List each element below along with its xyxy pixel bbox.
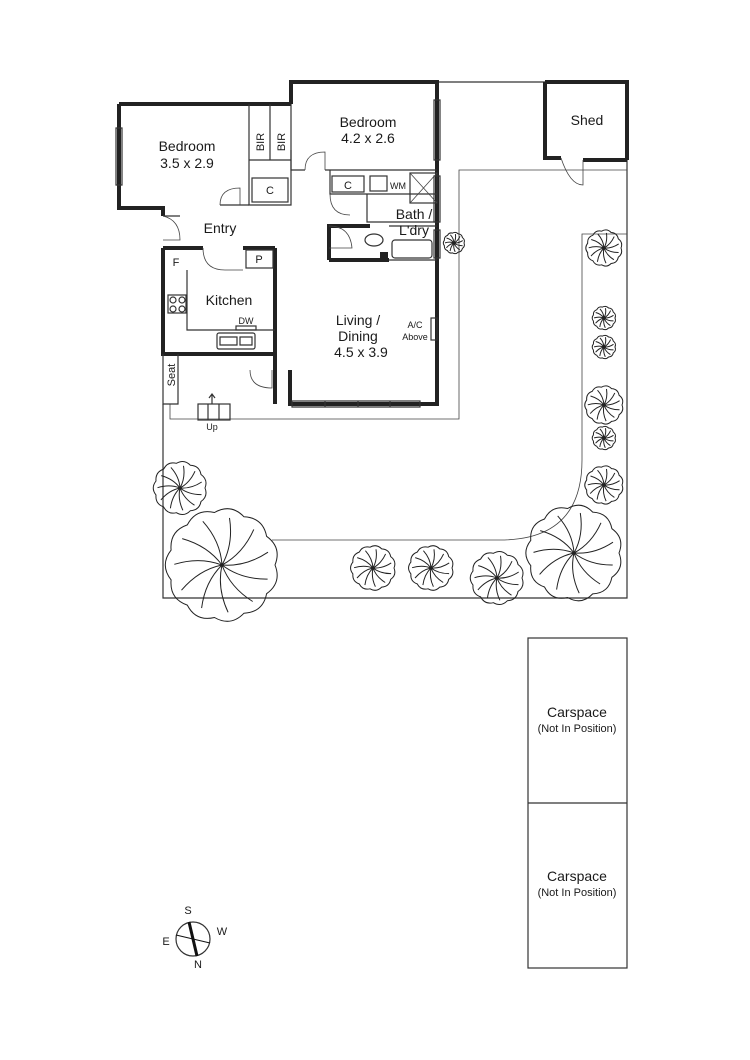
- living-name-line2: Dining: [338, 328, 378, 344]
- bedroom1-dims: 3.5 x 2.9: [160, 155, 214, 171]
- entry-name: Entry: [203, 220, 237, 236]
- carspace1-name: Carspace: [547, 704, 607, 720]
- up-label: Up: [206, 422, 218, 432]
- tree-small-9: [592, 306, 615, 329]
- seat-label: Seat: [166, 363, 178, 387]
- bir-label-1: BIR: [255, 132, 267, 152]
- shed-door-swing: [561, 158, 583, 185]
- entry-step: [198, 394, 230, 420]
- kitchen-name: Kitchen: [205, 292, 253, 308]
- fridge-label: F: [172, 257, 180, 269]
- pantry-label: P: [255, 254, 263, 266]
- compass: [176, 922, 210, 956]
- toilet: [365, 234, 383, 246]
- carspace1-note: (Not In Position): [537, 723, 617, 735]
- tree-large-1: [165, 509, 277, 622]
- cupboard-label-1: C: [266, 185, 274, 197]
- ac-label-line1: A/C: [407, 320, 423, 330]
- wm-label: WM: [390, 181, 406, 191]
- bir-label-2: BIR: [276, 132, 288, 152]
- garden-bed-curve: [272, 234, 627, 540]
- ac-label-line2: Above: [402, 332, 428, 342]
- compass-w: W: [216, 926, 228, 938]
- bath-corner-post: [380, 252, 388, 260]
- tree-small-7: [585, 386, 623, 424]
- bedroom2-name: Bedroom: [339, 114, 397, 130]
- kitchen-bench: [163, 270, 275, 404]
- vanity: [392, 240, 432, 258]
- compass-e: E: [162, 936, 170, 948]
- tree-small-6: [592, 426, 615, 449]
- tree-small-11: [443, 232, 464, 253]
- tree-small-10: [586, 230, 622, 266]
- tree-small-8: [592, 335, 615, 358]
- dw-label: DW: [238, 316, 254, 326]
- carspace2-name: Carspace: [547, 868, 607, 884]
- tree-small-1: [153, 461, 206, 514]
- living-name-line1: Living /: [335, 312, 381, 328]
- tree-small-5: [585, 466, 623, 504]
- entry-walls: [163, 205, 249, 216]
- shed-name: Shed: [570, 112, 604, 128]
- tree-small-4: [470, 551, 523, 604]
- shower-cross: [410, 173, 437, 203]
- cupboard-label-2: C: [344, 180, 352, 192]
- tree-large-2: [526, 505, 621, 601]
- compass-n: N: [194, 959, 202, 971]
- tree-small-3: [409, 546, 453, 591]
- bath-name-line2: L'dry: [399, 222, 429, 238]
- bath-name-line1: Bath /: [395, 206, 433, 222]
- carspace2-note: (Not In Position): [537, 887, 617, 899]
- compass-s: S: [184, 905, 192, 917]
- bedroom1-name: Bedroom: [158, 138, 216, 154]
- tree-small-2: [351, 546, 395, 591]
- washing-machine: [370, 176, 387, 191]
- bedroom2-dims: 4.2 x 2.6: [341, 130, 395, 146]
- living-dims: 4.5 x 3.9: [334, 344, 388, 360]
